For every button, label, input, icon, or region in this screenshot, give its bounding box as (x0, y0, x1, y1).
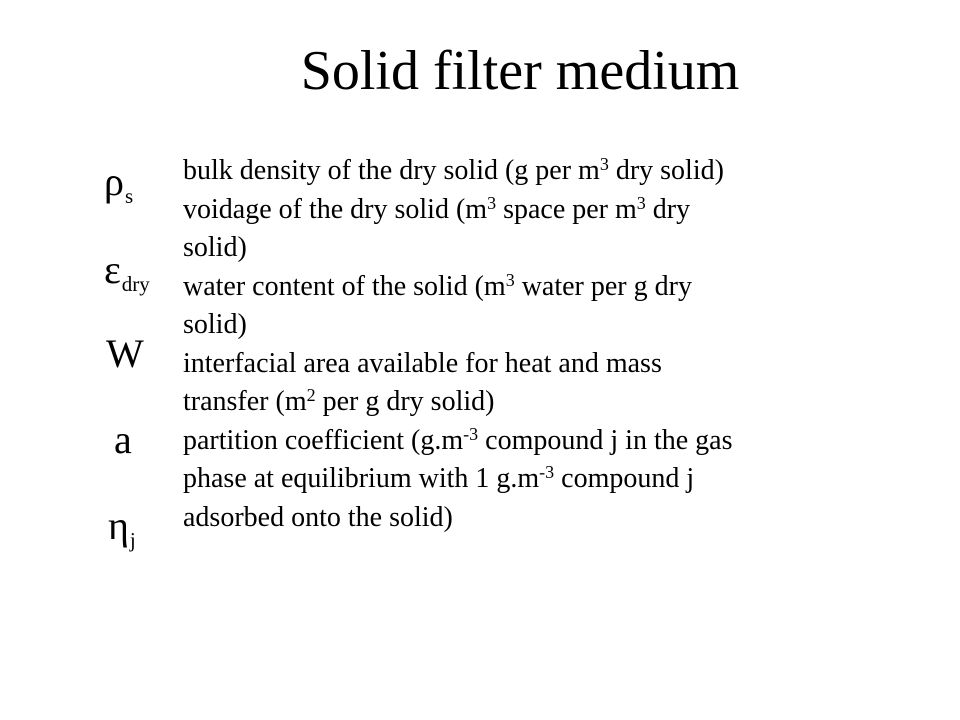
text-line: phase at equilibrium with 1 $g.m^{-3}$ compound j (183, 462, 695, 494)
text-line: interfacial area available for heat and mass (183, 347, 662, 379)
text-line: solid) (183, 232, 247, 263)
symbol-a-char: a (114, 417, 132, 462)
definitions-text (183, 152, 953, 537)
symbol-eta-j (108, 503, 136, 552)
text-line: water content of the solid ($m^3$ water per g dry (183, 269, 692, 302)
symbol-eta-char: η (108, 503, 129, 548)
symbol-rho-s (104, 159, 134, 208)
symbol-epsilon-sub: dry (121, 272, 150, 296)
text-line: voidage of the dry solid ($m^3$ space per $m^3$ dry (183, 192, 691, 225)
text-line: transfer ($m^2$ per g dry solid) (183, 385, 495, 417)
symbol-w (106, 331, 144, 376)
text-line: bulk density of the dry solid (g per $m^3$ dry solid) (183, 154, 724, 186)
symbol-eta-sub: j (129, 528, 136, 552)
symbol-rho-char: ρ (104, 159, 124, 204)
slide-title: Solid filter medium (300, 40, 740, 102)
symbol-a (114, 417, 132, 462)
symbol-epsilon-dry (104, 247, 150, 296)
text-line: solid) (183, 309, 247, 340)
text-line: partition coefficient ($g.m^{-3}$ compound j in the gas (183, 423, 733, 456)
symbol-epsilon-char: ε (104, 247, 121, 292)
symbol-rho-sub: s (124, 184, 134, 208)
text-line: adsorbed onto the solid) (183, 501, 453, 533)
symbol-w-char: W (106, 331, 144, 376)
